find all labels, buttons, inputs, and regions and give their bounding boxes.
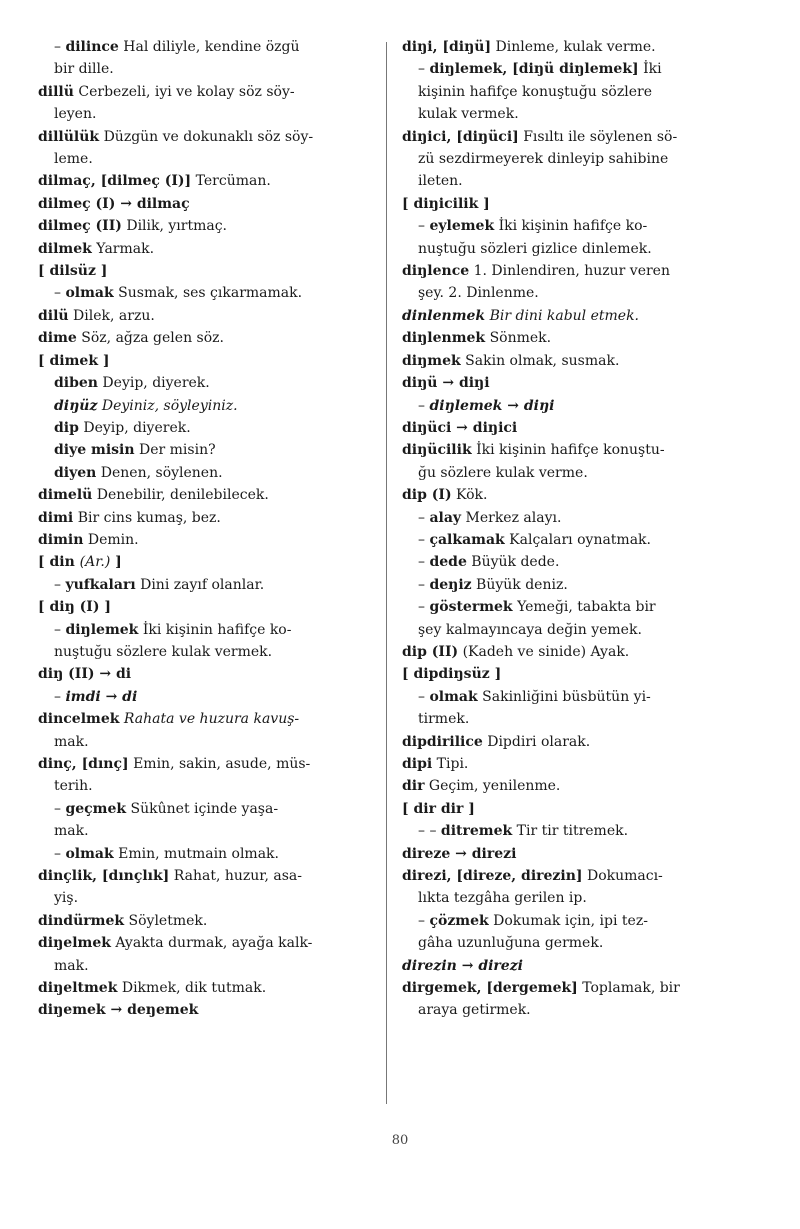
definition-text: şey kalmayıncaya değin yemek. — [418, 621, 642, 638]
entry-line — [38, 81, 393, 103]
definition-text: Emin, sakin, asude, müs- — [128, 756, 311, 772]
headword: dipdirilice — [402, 733, 483, 750]
definition-text: mak. — [54, 733, 89, 750]
entry-continuation-line — [402, 999, 757, 1021]
entry-line — [38, 260, 393, 282]
definition-text: Sönmek. — [485, 330, 552, 347]
headword: [diŋü diŋlemek] — [512, 61, 639, 78]
definition-text: Fısıltı ile söylenen sö- — [518, 128, 678, 145]
definition-text: Deyip, diyerek. — [78, 419, 191, 436]
headword: dime — [38, 330, 77, 347]
entry-line — [402, 641, 757, 663]
entry-line — [38, 529, 393, 551]
definition-text: Deyip, diyerek. — [97, 375, 210, 392]
left-column — [38, 36, 393, 1022]
headword: diŋelmek — [38, 935, 111, 952]
headword: diŋici, — [402, 128, 457, 145]
headword: [diŋüci] — [456, 128, 519, 145]
headword: dinç, — [38, 756, 82, 772]
headword: [ dir dir ] — [402, 800, 475, 817]
entry-continuation-line — [38, 955, 393, 977]
headword: olmak — [65, 845, 114, 862]
definition-text: Yarmak. — [91, 240, 155, 257]
definition-text: – — [418, 688, 430, 705]
definition-text: Büyük deniz. — [471, 576, 568, 593]
headword: [dınçlık] — [101, 868, 170, 885]
headword: [ diŋicilik ] — [402, 195, 490, 212]
entry-line — [402, 731, 757, 753]
entry-line — [38, 507, 393, 529]
headword: [direze, direzin] — [456, 868, 583, 885]
headword: dimin — [38, 531, 84, 548]
entry-line — [38, 999, 393, 1021]
entry-line — [38, 126, 393, 148]
entry-line — [38, 663, 393, 685]
headword: diŋ (II) → di — [38, 666, 132, 683]
definition-text: İki kişinin hafifçe ko- — [138, 621, 292, 638]
sub-entry-line — [402, 686, 757, 708]
entry-line — [402, 36, 757, 58]
headword: dip (II) — [402, 643, 459, 660]
sub-entry-line — [402, 81, 757, 103]
headword: diŋlence — [402, 263, 470, 280]
definition-text: Merkez alayı. — [461, 509, 562, 526]
definition-text: terih. — [54, 778, 93, 795]
sub-entry-line — [402, 395, 757, 417]
headword: diŋeltmek — [38, 980, 118, 997]
entry-continuation-line — [402, 170, 757, 192]
definition-text: – — [418, 599, 430, 616]
headword: ditremek — [440, 823, 513, 840]
definition-text: nuştuğu sözlere kulak vermek. — [54, 643, 273, 660]
definition-text: şey. 2. Dinlenme. — [418, 285, 539, 302]
definition-text: Cerbezeli, iyi ve kolay söz söy- — [73, 83, 295, 100]
entry-continuation-line — [402, 887, 757, 909]
headword: direzi, — [402, 868, 457, 885]
sub-entry-line — [38, 417, 393, 439]
headword: direze → direzi — [402, 845, 517, 862]
sub-entry-line — [38, 820, 393, 842]
headword: [diŋü] — [442, 39, 492, 55]
entry-line — [402, 260, 757, 282]
entry-line — [38, 708, 393, 730]
entry-line — [38, 193, 393, 215]
sub-entry-line — [402, 507, 757, 529]
headword: dinlenmek — [402, 307, 486, 324]
entry-continuation-line — [402, 148, 757, 170]
definition-text: Tir tir titremek. — [512, 823, 629, 840]
definition-text: – — [418, 531, 430, 548]
definition-text: kişinin hafifçe konuştuğu sözlere — [418, 83, 652, 100]
headword: diŋüz — [54, 397, 98, 414]
definition-text: – — [418, 576, 430, 593]
definition-text: Tipi. — [432, 756, 469, 772]
sub-entry-line — [402, 215, 757, 237]
definition-text: Denebilir, denilebilecek. — [92, 487, 269, 504]
definition-text: Kalçaları oynatmak. — [504, 531, 651, 548]
entry-line — [402, 350, 757, 372]
definition-text: Denen, söylenen. — [96, 464, 223, 481]
sub-entry-line — [402, 619, 757, 641]
definition-text: leyen. — [54, 106, 97, 123]
headword: diyen — [54, 464, 97, 481]
definition-text: Bir dini kabul etmek. — [485, 307, 640, 324]
definition-text: Tercüman. — [191, 173, 271, 190]
definition-text: Deyiniz, söyleyiniz. — [97, 397, 238, 414]
definition-text: Kök. — [451, 487, 488, 504]
headword: dincelmek — [38, 711, 120, 728]
headword: olmak — [429, 688, 478, 705]
entry-line — [402, 955, 757, 977]
sub-entry-line — [38, 619, 393, 641]
definition-text: İki kişinin hafifçe konuştu- — [471, 442, 665, 459]
entry-line — [38, 865, 393, 887]
sub-entry-line — [402, 820, 757, 842]
entry-continuation-line — [38, 887, 393, 909]
definition-text: İki kişinin hafifçe ko- — [494, 218, 648, 235]
headword: [dilmeç (I)] — [100, 173, 192, 190]
headword: çözmek — [429, 912, 489, 929]
definition-text: zü sezdirmeyerek dinleyip sahibine — [418, 151, 669, 168]
definition-text: Susmak, ses çıkarmamak. — [113, 285, 303, 302]
definition-text: Sakin olmak, susmak. — [460, 352, 620, 369]
definition-text: bir dille. — [54, 61, 114, 78]
headword: [ dilsüz ] — [38, 263, 108, 280]
entry-line — [402, 126, 757, 148]
entry-line — [38, 215, 393, 237]
sub-entry-line — [402, 708, 757, 730]
sub-entry-line — [38, 36, 393, 58]
definition-text: araya getirmek. — [418, 1002, 531, 1019]
definition-text: Rahata ve huzura kavuş- — [119, 711, 300, 728]
sub-entry-line — [38, 574, 393, 596]
headword: diben — [54, 375, 98, 392]
headword: dilü — [38, 307, 69, 324]
entry-line — [38, 932, 393, 954]
headword: [ dimek ] — [38, 352, 110, 369]
headword: dilince — [65, 39, 119, 55]
entry-line — [38, 170, 393, 192]
sub-entry-line — [38, 686, 393, 708]
headword: deŋiz — [429, 576, 472, 593]
headword: eylemek — [429, 218, 495, 235]
definition-text: (Kadeh ve sinide) Ayak. — [458, 643, 630, 660]
sub-entry-line — [402, 103, 757, 125]
definition-text: Geçim, yenilenme. — [424, 778, 561, 795]
headword: dede — [429, 554, 467, 571]
headword: diŋi, — [402, 39, 443, 55]
sub-entry-line — [402, 910, 757, 932]
entry-line — [402, 798, 757, 820]
entry-line — [402, 865, 757, 887]
entry-continuation-line — [38, 148, 393, 170]
sub-entry-line — [402, 596, 757, 618]
headword: dirgemek, — [402, 980, 487, 997]
definition-text: Sakinliğini büsbütün yi- — [477, 688, 651, 705]
headword: diŋücilik — [402, 442, 472, 459]
sub-entry-line — [402, 932, 757, 954]
entry-line — [38, 977, 393, 999]
definition-text: Rahat, huzur, asa- — [169, 868, 302, 885]
entry-line — [38, 484, 393, 506]
entry-line — [402, 663, 757, 685]
headword: alay — [429, 509, 462, 526]
definition-text: Yemeği, tabakta bir — [512, 599, 656, 616]
sub-entry-line — [38, 641, 393, 663]
definition-text: 1. Dinlendiren, huzur veren — [469, 263, 670, 280]
definition-text: Söz, ağza gelen söz. — [76, 330, 224, 347]
entry-line — [402, 327, 757, 349]
definition-text: yiş. — [54, 890, 79, 907]
definition-text: Der misin? — [134, 442, 216, 459]
sub-entry-line — [402, 574, 757, 596]
definition-text: kulak vermek. — [418, 106, 519, 123]
sub-entry-line — [402, 238, 757, 260]
headword: diŋlemek, — [429, 61, 513, 78]
definition-text: – — [418, 218, 430, 235]
definition-text: Dilik, yırtmaç. — [121, 218, 227, 235]
headword: dip — [54, 419, 79, 436]
sub-entry-line — [38, 843, 393, 865]
headword: diye misin — [54, 442, 135, 459]
headword: dilmek — [38, 240, 92, 257]
headword: diŋmek — [402, 352, 461, 369]
definition-text: mak. — [54, 957, 89, 974]
sub-entry-line — [38, 798, 393, 820]
definition-text: Ayakta durmak, ayağa kalk- — [110, 935, 313, 952]
definition-text: – — [418, 509, 430, 526]
entry-line — [402, 193, 757, 215]
definition-text: Dokumak için, ipi tez- — [488, 912, 648, 929]
entry-line — [38, 910, 393, 932]
headword: dilmaç, — [38, 173, 101, 190]
headword: [ diŋ (I) ] — [38, 599, 111, 616]
definition-text: gâha uzunluğuna germek. — [418, 935, 604, 952]
entry-line — [402, 977, 757, 999]
definition-text: – — [418, 912, 430, 929]
definition-text: Hal diliyle, kendine özgü — [118, 39, 300, 55]
definition-text: – — [54, 621, 66, 638]
definition-text: Demin. — [83, 531, 139, 548]
headword: dip (I) — [402, 487, 452, 504]
entry-continuation-line — [402, 282, 757, 304]
headword: dillülük — [38, 128, 100, 145]
headword: [ dipdiŋsüz ] — [402, 666, 502, 683]
headword: geçmek — [65, 800, 127, 817]
definition-text: mak. — [54, 823, 89, 840]
headword: dimelü — [38, 487, 93, 504]
definition-text: – — [54, 285, 66, 302]
sub-entry-line — [38, 439, 393, 461]
definition-text: – — [54, 845, 66, 862]
headword: ] — [110, 554, 122, 571]
sub-entry-line — [402, 529, 757, 551]
definition-text: Emin, mutmain olmak. — [113, 845, 279, 862]
entry-line — [402, 372, 757, 394]
definition-text: Söyletmek. — [124, 912, 208, 929]
headword: dinçlik, — [38, 868, 102, 885]
entry-line — [402, 439, 757, 461]
definition-text: (Ar.) — [79, 554, 111, 571]
headword: olmak — [65, 285, 114, 302]
page-number: 80 — [391, 1133, 409, 1148]
definition-text: Dinleme, kulak verme. — [491, 39, 656, 55]
entry-continuation-line — [38, 731, 393, 753]
definition-text: Bir cins kumaş, bez. — [73, 509, 221, 526]
entry-line — [402, 843, 757, 865]
entry-line — [38, 350, 393, 372]
headword: direzin → direzi — [402, 957, 523, 974]
entry-line — [38, 327, 393, 349]
definition-text: – — [54, 39, 66, 55]
headword: dipi — [402, 756, 433, 772]
entry-line — [38, 753, 393, 775]
definition-text: – — [54, 576, 66, 593]
entry-line — [38, 596, 393, 618]
sub-entry-line — [402, 58, 757, 80]
headword: diŋemek → deŋemek — [38, 1002, 199, 1019]
definition-text: – — [418, 397, 430, 414]
definition-text: Toplamak, bir — [577, 980, 680, 997]
definition-text: lıkta tezgâha gerilen ip. — [418, 890, 587, 907]
headword: diŋüci → diŋici — [402, 419, 518, 436]
definition-text: Dilek, arzu. — [68, 307, 155, 324]
definition-text: Dokumacı- — [582, 868, 663, 885]
headword: diŋlemek — [65, 621, 139, 638]
definition-text: Düzgün ve dokunaklı söz söy- — [99, 128, 314, 145]
definition-text: – — [54, 688, 66, 705]
entry-line — [38, 551, 393, 573]
headword: dimi — [38, 509, 74, 526]
definition-text: tirmek. — [418, 711, 470, 728]
sub-entry-line — [38, 462, 393, 484]
headword: dindürmek — [38, 912, 125, 929]
definition-text: Büyük dede. — [466, 554, 560, 571]
entry-line — [38, 238, 393, 260]
headword: dilmeç (II) — [38, 218, 122, 235]
sub-entry-line — [38, 395, 393, 417]
entry-line — [38, 305, 393, 327]
definition-text: Dikmek, dik tutmak. — [117, 980, 267, 997]
definition-text: – – — [418, 823, 441, 840]
column-divider — [386, 42, 387, 1104]
definition-text: ğu sözlere kulak verme. — [418, 464, 588, 481]
sub-entry-line — [402, 551, 757, 573]
entry-line — [402, 775, 757, 797]
definition-text: İki — [638, 61, 662, 78]
entry-line — [402, 753, 757, 775]
headword: dir — [402, 778, 425, 795]
definition-text: Dini zayıf olanlar. — [135, 576, 265, 593]
headword: yufkaları — [65, 576, 136, 593]
entry-line — [402, 484, 757, 506]
headword: diŋlemek → diŋi — [429, 397, 555, 414]
entry-continuation-line — [38, 58, 393, 80]
headword: çalkamak — [429, 531, 505, 548]
definition-text: leme. — [54, 151, 93, 168]
definition-text: Sükûnet içinde yaşa- — [126, 800, 279, 817]
headword: diŋü → diŋi — [402, 375, 490, 392]
headword: imdi → di — [65, 688, 138, 705]
definition-text: ileten. — [418, 173, 463, 190]
headword: [dergemek] — [486, 980, 578, 997]
headword: dillü — [38, 83, 74, 100]
sub-entry-line — [38, 372, 393, 394]
right-column — [402, 36, 757, 1022]
headword: göstermek — [429, 599, 513, 616]
entry-continuation-line — [38, 775, 393, 797]
definition-text: – — [54, 800, 66, 817]
entry-continuation-line — [38, 103, 393, 125]
headword: [dınç] — [81, 756, 129, 772]
definition-text: Dipdiri olarak. — [482, 733, 591, 750]
definition-text: – — [418, 554, 430, 571]
headword: diŋlenmek — [402, 330, 486, 347]
entry-continuation-line — [402, 462, 757, 484]
headword: dilmeç (I) → dilmaç — [38, 195, 190, 212]
sub-entry-line — [38, 282, 393, 304]
entry-line — [402, 305, 757, 327]
headword: [ din — [38, 554, 80, 571]
definition-text: – — [418, 61, 430, 78]
entry-line — [402, 417, 757, 439]
definition-text: nuştuğu sözleri gizlice dinlemek. — [418, 240, 652, 257]
